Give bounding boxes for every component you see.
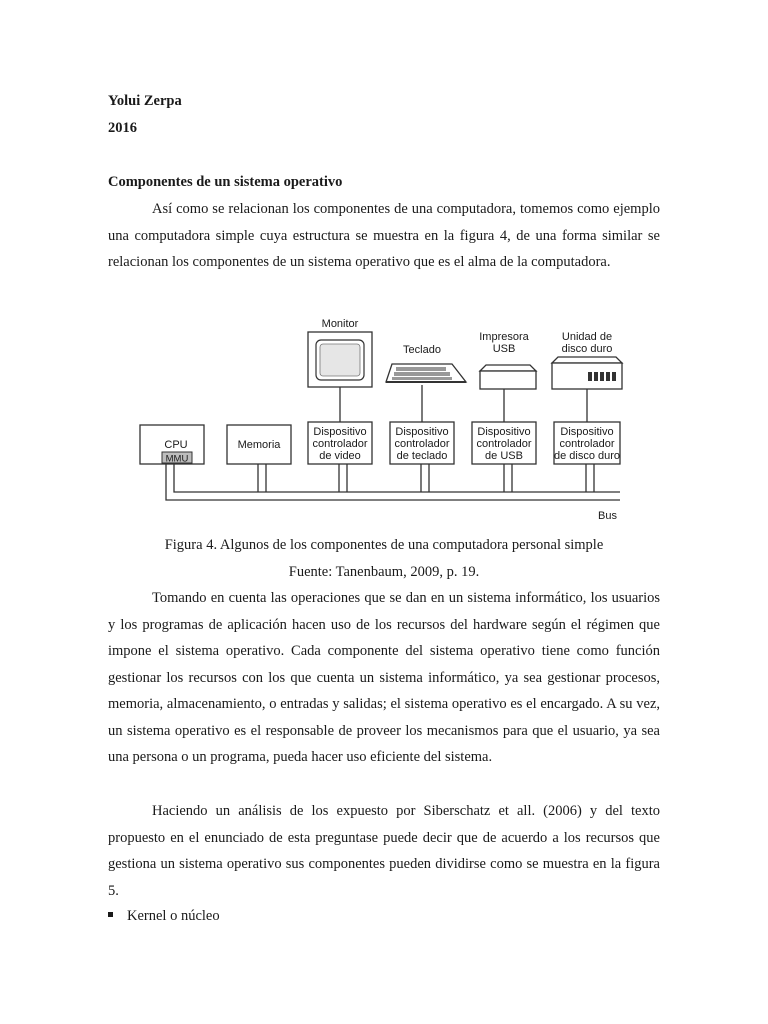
disk-drive-icon (552, 357, 622, 389)
paragraph-intro: Así como se relacionan los componentes de una computadora, tomemos como ejemplo una computadora simple cuya estructura se muestra en la figura 4, de una forma similar se relacionan los componentes de un sistema operativo que es el alma de la computadora. (108, 201, 660, 270)
monitor-label: Monitor (321, 318, 359, 330)
paragraph-operations: Tomando en cuenta las operaciones que se dan en un sistema informático, los usuarios y los programas de aplicación hacen uso de los recursos del hardware según el régimen que impone el sistema operativo. Cada componente del sistema operativo tiene como función gestionar los recursos con los que cuenta un sistema informático, ya sea gestionar procesos, memoria, almacenamiento, o entradas y salidas; el sistema operativo es el encargado. A su vez, un sistema operativo es el responsable de proveer los mecanismos para que el usuario, ya sea una persona o un programa, pueda hacer uso eficiente del sistema. (108, 590, 660, 765)
figure-source: Fuente: Tanenbaum, 2009, p. 19. (288, 564, 480, 580)
cpu-label: CPU (164, 439, 188, 451)
monitor-icon (308, 332, 372, 387)
bus-label: Bus (598, 510, 617, 522)
paragraph-analysis: Haciendo un análisis de los expuesto por Siberschatz et all. (2006) y del texto propuesto en el enunciado de esta preguntase puede decir que de acuerdo a los recursos que gestiona un sistema operativo sus componentes pueden dividirse como se muestra en la figura 5. (108, 803, 660, 899)
video-controller-line2: controlador (312, 438, 368, 450)
computer-components-diagram (130, 312, 630, 524)
video-controller-line1: Dispositivo (313, 426, 367, 438)
disk-label-line1: Unidad de (561, 331, 613, 343)
disk-controller-line2: controlador (559, 438, 615, 450)
usb-controller-line3: de USB (485, 450, 523, 462)
bullet-marker-icon (108, 912, 113, 917)
system-bus (166, 464, 620, 500)
figure-caption: Figura 4. Algunos de los componentes de una computadora personal simple (164, 537, 604, 553)
keyboard-controller-line3: de teclado (396, 450, 448, 462)
printer-label-line1: Impresora (479, 331, 529, 343)
usb-controller-line2: controlador (476, 438, 532, 450)
disk-label-line2: disco duro (561, 343, 613, 355)
mmu-label: MMU (165, 453, 189, 465)
section-title: Componentes de un sistema operativo (108, 174, 343, 190)
disk-controller-line3: de disco duro (553, 450, 621, 462)
document-year: 2016 (108, 120, 137, 136)
keyboard-controller-line1: Dispositivo (395, 426, 449, 438)
memory-label: Memoria (237, 439, 281, 451)
printer-icon (480, 365, 536, 389)
author-name: Yolui Zerpa (108, 93, 182, 109)
disk-controller-line1: Dispositivo (560, 426, 614, 438)
keyboard-icon (386, 364, 466, 382)
keyboard-controller-line2: controlador (394, 438, 450, 450)
bullet-text: Kernel o núcleo (127, 908, 220, 924)
usb-controller-line1: Dispositivo (477, 426, 531, 438)
bullet-item-kernel (108, 906, 220, 926)
video-controller-line3: de video (319, 450, 361, 462)
printer-label-line2: USB (492, 343, 516, 355)
keyboard-label: Teclado (403, 344, 441, 356)
